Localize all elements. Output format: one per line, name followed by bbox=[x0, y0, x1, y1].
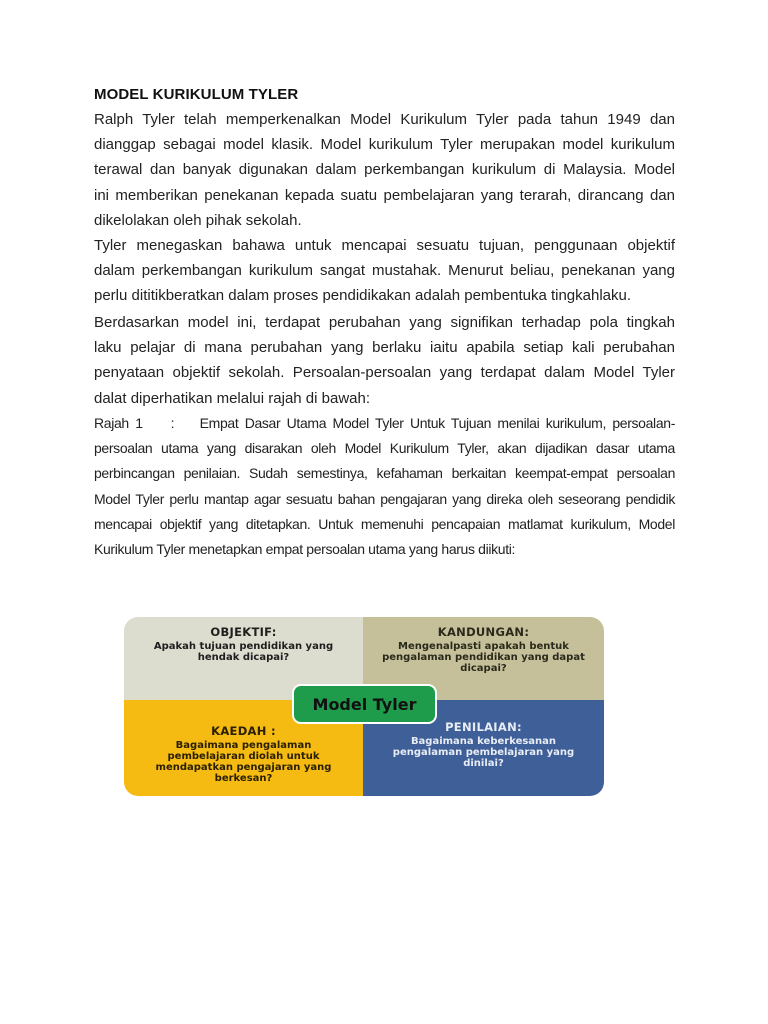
paragraph-line: Kurikulum Tyler menetapkan empat persoalan utama yang harus diikuti: bbox=[94, 541, 516, 558]
paragraph-line: ini memberikan penekanan kepada suatu pembelajaran yang terarah, dirancang dan bbox=[94, 186, 675, 204]
paragraph-2 bbox=[94, 233, 675, 309]
paragraph-1 bbox=[94, 107, 675, 233]
figure-colon: : bbox=[170, 415, 175, 431]
model-tyler-diagram bbox=[124, 617, 604, 796]
document-heading: MODEL KURIKULUM TYLER bbox=[94, 86, 299, 103]
paragraph-line: penyataan objektif sekolah. Persoalan-persoalan yang terdapat dalam Model Tyler bbox=[94, 364, 675, 382]
paragraph-line: dianggap sebagai model klasik. Model kurikulum Tyler merupakan model kurikulum bbox=[94, 136, 675, 154]
quadrant-text: Bagaimana keberkesanan pengalaman pembelajaran yang dinilai? bbox=[392, 736, 575, 769]
paragraph-line: Ralph Tyler telah memperkenalkan Model Kurikulum Tyler pada tahun 1949 dan bbox=[94, 111, 675, 128]
quadrant-text: Apakah tujuan pendidikan yang hendak dicapai? bbox=[153, 641, 334, 663]
paragraph-line: laku pelajar di mana perubahan yang berlaku iaitu apabila setiap kali perubahan bbox=[94, 339, 675, 357]
paragraph-3 bbox=[94, 310, 675, 411]
paragraph-line: Model Tyler perlu mantap agar sesuatu bahan pengajaran yang direka oleh seseorang pendidik bbox=[94, 490, 675, 507]
paragraph-4 bbox=[94, 411, 675, 562]
model-tyler-center-box: Model Tyler bbox=[292, 684, 437, 724]
figure-caption: Empat Dasar Utama Model Tyler Untuk Tujuan menilai kurikulum, persoalan- bbox=[199, 415, 676, 431]
paragraph-line: dikelolakan oleh pihak sekolah. bbox=[94, 211, 302, 229]
paragraph-line: Tyler menegaskan bahawa untuk mencapai sesuatu tujuan, penggunaan objektif bbox=[94, 237, 675, 254]
quadrant-title: OBJEKTIF: bbox=[210, 625, 277, 639]
paragraph-line: dalat diperhatikan melalui rajah di bawah: bbox=[94, 389, 371, 407]
paragraph-line: terawal dan banyak digunakan dalam perkembangan kurikulum di Malaysia. Model bbox=[94, 161, 675, 179]
paragraph-line: persoalan utama yang disarakan oleh Model Kurikulum Tyler, akan dijadikan dasar utama bbox=[94, 440, 675, 457]
paragraph-line bbox=[94, 411, 675, 436]
quadrant-text: Mengenalpasti apakah bentuk pengalaman pendidikan yang dapat dicapai? bbox=[382, 641, 585, 674]
paragraph-line: perlu dititikberatkan dalam proses pendidikakan adalah pembentuka tingkahlaku. bbox=[94, 287, 632, 305]
quadrant-title: KANDUNGAN: bbox=[437, 625, 530, 639]
paragraph-line: Berdasarkan model ini, terdapat perubahan yang signifikan terhadap pola tingkah bbox=[94, 314, 675, 331]
figure-label: Rajah 1 bbox=[94, 415, 143, 431]
paragraph-line: perbincangan penilaian. Sudah semestinya, kefahaman berkaitan keempat-empat persoalan bbox=[94, 465, 675, 482]
quadrant-title: PENILAIAN: bbox=[445, 720, 522, 734]
quadrant-title: KAEDAH : bbox=[211, 724, 276, 738]
paragraph-line: mencapai objektif yang ditetapkan. Untuk memenuhi pencapaian matlamat kurikulum, Model bbox=[94, 515, 675, 532]
paragraph-line: dalam perkembangan kurikulum sangat mustahak. Menurut beliau, penekanan yang bbox=[94, 262, 675, 280]
quadrant-text: Bagaimana pengalaman pembelajaran diolah untuk mendapatkan pengajaran yang berkesan? bbox=[155, 740, 332, 784]
